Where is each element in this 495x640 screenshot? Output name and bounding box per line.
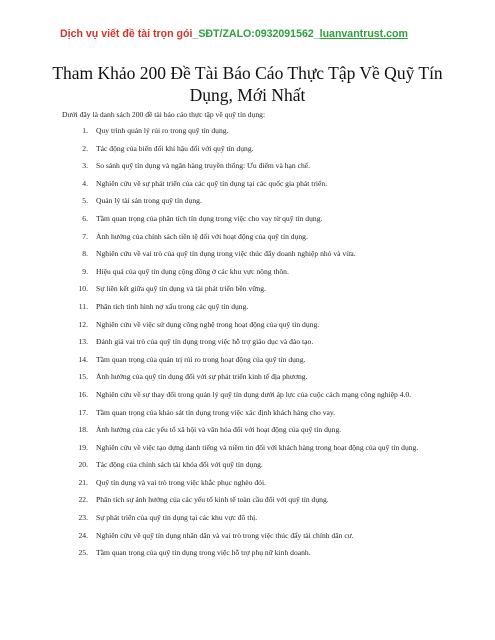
item-number: 22. <box>78 495 88 505</box>
list-item <box>62 390 452 401</box>
item-text: Tầm quan trọng của khảo sát tín dụng trong việc xác định khách hàng cho vay. <box>96 407 336 417</box>
item-number: 11. <box>78 301 88 311</box>
list-item <box>62 372 452 383</box>
item-text: Nghiên cứu về sự phát triển của các quỹ tín dụng tại các quốc gia phát triển. <box>96 178 328 188</box>
item-number: 24. <box>78 530 88 540</box>
list-item <box>62 126 452 137</box>
item-text: Sự liên kết giữa quỹ tín dụng và tài phát triển bền vững. <box>96 284 266 294</box>
item-number: 17. <box>78 407 88 417</box>
item-text: Tầm quan trọng của quản trị rủi ro trong hoạt động của quỹ tín dụng. <box>96 354 306 364</box>
item-number: 18. <box>78 425 88 435</box>
item-text: Ảnh hưởng của chính sách tiền tệ đối với hoạt động của quỹ tín dụng. <box>96 231 308 241</box>
list-item <box>62 513 452 524</box>
item-number: 15. <box>78 372 88 382</box>
item-number: 4. <box>82 178 88 188</box>
item-text: Ảnh hưởng của quỹ tín dụng đối với sự phát triển kinh tế địa phương. <box>96 372 308 382</box>
item-number: 6. <box>82 213 88 223</box>
item-text: Nghiên cứu về quỹ tín dụng nhân dân và vai trò trong việc thúc đẩy tài chính dân cư. <box>96 530 354 540</box>
list-item <box>62 144 452 155</box>
item-text: Tầm quan trọng của phân tích tín dụng trong việc cho vay từ quỹ tín dụng. <box>96 213 323 223</box>
list-item <box>62 267 452 278</box>
list-item <box>62 478 452 489</box>
item-number: 23. <box>78 513 88 523</box>
item-text: Phân tích sự ảnh hưởng của các yếu tố kinh tế toàn cầu đối với quỹ tín dụng. <box>96 495 329 505</box>
list-item <box>62 196 452 207</box>
list-item <box>62 531 452 542</box>
site-header <box>60 28 408 40</box>
list-item <box>62 337 452 348</box>
list-item <box>62 548 452 559</box>
list-item <box>62 408 452 419</box>
item-text: Nghiên cứu về sự thay đổi trong quản lý quỹ tín dụng dưới áp lực của cuộc cách mạng công nghiệp 4.0. <box>96 389 412 399</box>
item-text: Quỹ tín dụng và vai trò trong việc khắc phục nghèo đói. <box>96 477 266 487</box>
page-title: Tham Khảo 200 Đề Tài Báo Cáo Thực Tập Về Quỹ Tín Dụng, Mới Nhất <box>52 63 443 105</box>
list-item <box>62 179 452 190</box>
intro-text: Dưới đây là danh sách 200 đề tài báo cáo thực tập về quỹ tín dụng: <box>62 110 266 119</box>
item-text: Quản lý tài sản trong quỹ tín dụng. <box>96 196 202 206</box>
item-number: 3. <box>82 161 88 171</box>
item-text: Đánh giá vai trò của quỹ tín dụng trong việc hỗ trợ giáo dục và đào tạo. <box>96 337 314 347</box>
item-text: Phân tích tình hình nợ xấu trong các quỹ tín dụng. <box>96 301 249 311</box>
item-number: 1. <box>82 126 88 135</box>
list-item <box>62 214 452 225</box>
item-number: 21. <box>78 477 88 487</box>
item-text: Hiệu quả của quỹ tín dụng cộng đồng ở các khu vực nông thôn. <box>96 266 289 276</box>
item-text: Tầm quan trọng của quỹ tín dụng trong việc hỗ trợ phụ nữ kinh doanh. <box>96 548 311 558</box>
list-item <box>62 249 452 260</box>
item-number: 9. <box>82 266 88 276</box>
item-number: 2. <box>82 143 88 153</box>
item-number: 10. <box>78 284 88 294</box>
topic-list <box>62 126 452 566</box>
item-text: Nghiên cứu về việc sử dụng công nghệ trong hoạt động của quỹ tín dụng. <box>96 319 320 329</box>
list-item <box>62 302 452 313</box>
item-text: Tác động của biến đổi khí hậu đối với quỹ tín dụng. <box>96 143 254 153</box>
item-text: Ảnh hưởng của các yếu tố xã hội và văn hóa đối với hoạt động của quỹ tín dụng. <box>96 425 342 435</box>
item-number: 25. <box>78 548 88 558</box>
list-item <box>62 232 452 243</box>
item-text: So sánh quỹ tín dụng và ngân hàng truyền thống: Ưu điểm và hạn chế. <box>96 161 311 171</box>
item-text: Nghiên cứu về vai trò của quỹ tín dụng trong việc thúc đẩy doanh nghiệp nhỏ và vừa. <box>96 249 356 259</box>
service-text: Dịch vụ viết đề tài trọn gói <box>60 28 193 40</box>
item-number: 20. <box>78 460 88 470</box>
item-text: Quy trình quản lý rủi ro trong quỹ tín dụng. <box>96 126 229 135</box>
item-number: 8. <box>82 249 88 259</box>
list-item <box>62 355 452 366</box>
list-item <box>62 495 452 506</box>
item-number: 13. <box>78 337 88 347</box>
list-item <box>62 320 452 331</box>
site-link[interactable]: luanvantrust.com <box>319 28 408 40</box>
item-text: Nghiên cứu về việc tạo dựng danh tiếng và niềm tin đối với khách hàng trong hoạt động của quỹ tín dụng. <box>96 442 419 452</box>
item-number: 14. <box>78 354 88 364</box>
item-number: 12. <box>78 319 88 329</box>
list-item <box>62 460 452 471</box>
contact-text: _SĐT/ZALO:0932091562_ <box>192 28 320 40</box>
item-number: 7. <box>82 231 88 241</box>
list-item <box>62 443 452 454</box>
item-number: 19. <box>78 442 88 452</box>
item-number: 5. <box>82 196 88 206</box>
list-item <box>62 161 452 172</box>
list-item <box>62 284 452 295</box>
item-text: Tác động của chính sách tài khóa đối với quỹ tín dụng. <box>96 460 263 470</box>
item-text: Sự phát triển của quỹ tín dụng tại các khu vực đô thị. <box>96 513 258 523</box>
item-number: 16. <box>78 389 88 399</box>
list-item <box>62 425 452 436</box>
